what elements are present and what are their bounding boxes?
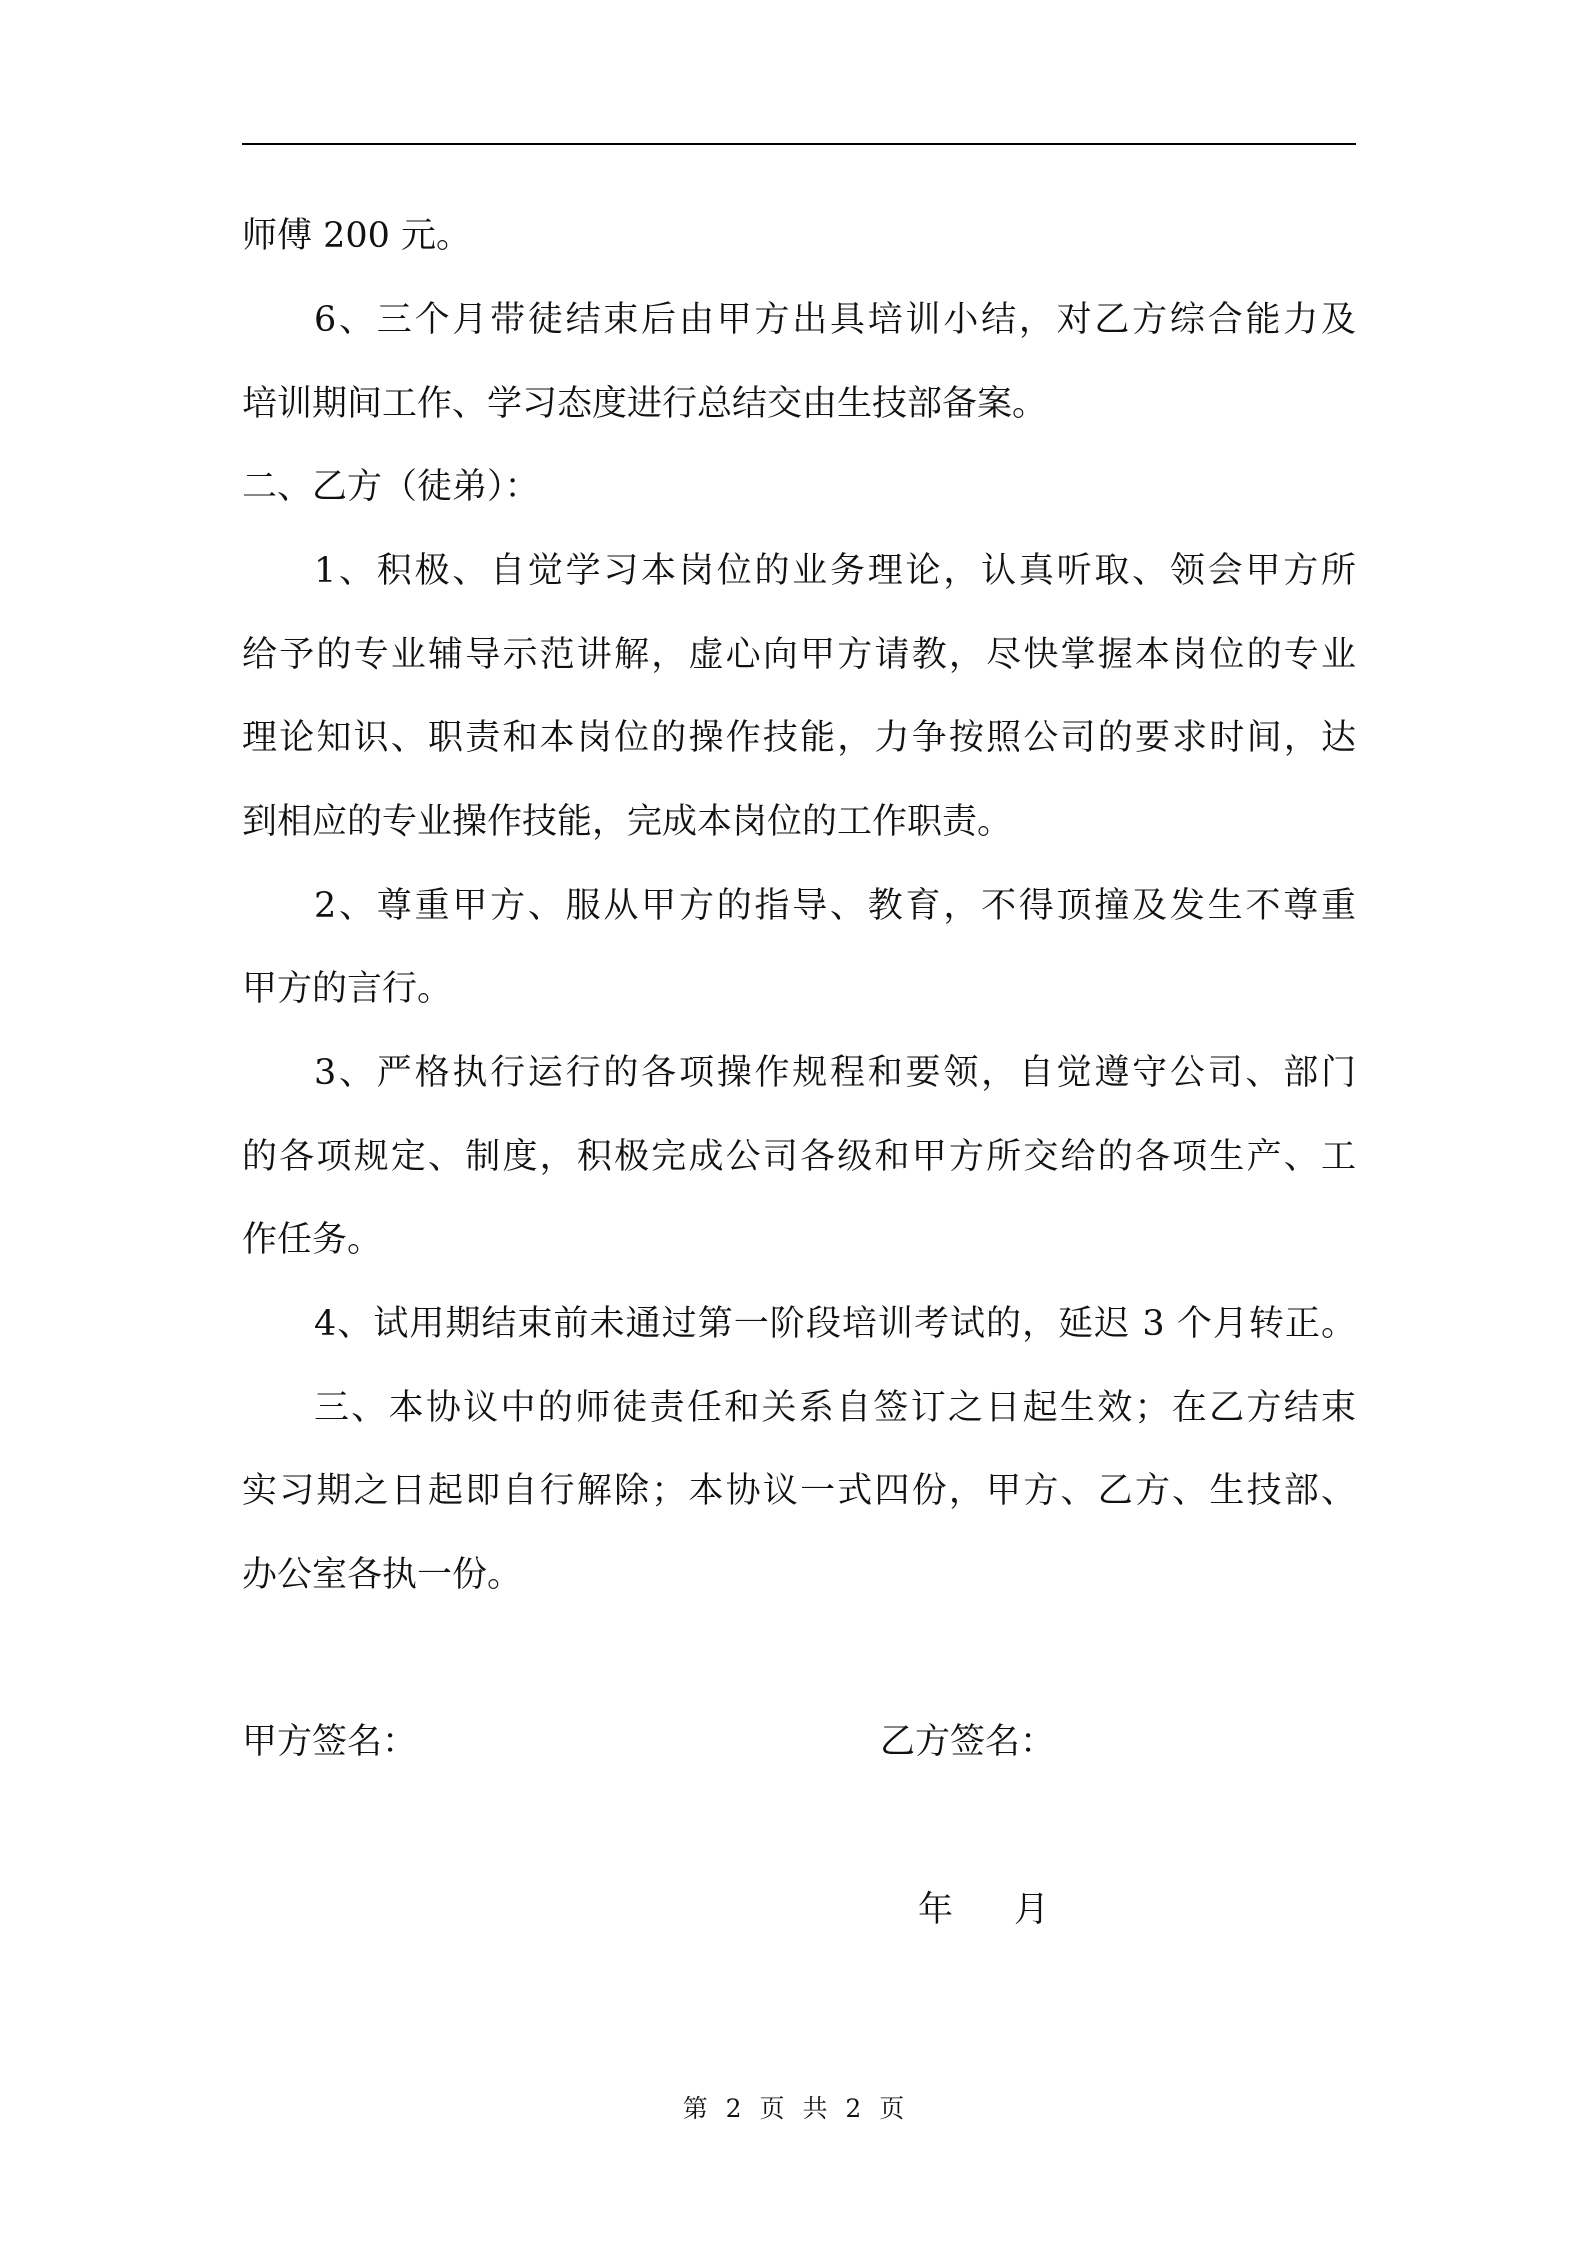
- text-line: 6、三个月带徒结束后由甲方出具培训小结，对乙方综合能力及: [314, 300, 1356, 340]
- section-heading: 二、乙方（徒弟）：: [242, 467, 540, 507]
- page-footer: 第 2 页 共 2 页: [682, 2094, 905, 2123]
- text-line: 给予的专业辅导示范讲解，虚心向甲方请教，尽快掌握本岗位的专业: [242, 635, 1356, 675]
- text-line: 到相应的专业操作技能，完成本岗位的工作职责。: [242, 802, 1013, 842]
- text-line: 2、尊重甲方、服从甲方的指导、教育，不得顶撞及发生不尊重: [314, 886, 1356, 926]
- date-month-label: 月: [1014, 1890, 1050, 1930]
- text-line: 3、严格执行运行的各项操作规程和要领，自觉遵守公司、部门: [314, 1053, 1356, 1093]
- header-rule: [242, 143, 1356, 145]
- text-line: 作任务。: [242, 1220, 383, 1260]
- text-line: 培训期间工作、学习态度进行总结交由生技部备案。: [242, 384, 1048, 424]
- text-line: 三、本协议中的师徒责任和关系自签订之日起生效；在乙方结束: [314, 1388, 1356, 1428]
- text-line: 1、积极、自觉学习本岗位的业务理论，认真听取、领会甲方所: [314, 551, 1356, 591]
- date-year-label: 年: [918, 1890, 954, 1930]
- text-line: 实习期之日起即自行解除；本协议一式四份，甲方、乙方、生技部、: [242, 1471, 1356, 1511]
- text-line: 师傅 200 元。: [242, 216, 472, 256]
- text-line: 办公室各执一份。: [242, 1555, 523, 1595]
- signature-party-b-label: 乙方签名：: [880, 1722, 1056, 1762]
- text-line: 的各项规定、制度，积极完成公司各级和甲方所交给的各项生产、工: [242, 1137, 1356, 1177]
- text-line: 理论知识、职责和本岗位的操作技能，力争按照公司的要求时间，达: [242, 718, 1356, 758]
- text-line: 甲方的言行。: [242, 969, 453, 1009]
- signature-party-a-label: 甲方签名：: [242, 1722, 418, 1762]
- text-line: 4、试用期结束前未通过第一阶段培训考试的，延迟 3 个月转正。: [314, 1304, 1356, 1344]
